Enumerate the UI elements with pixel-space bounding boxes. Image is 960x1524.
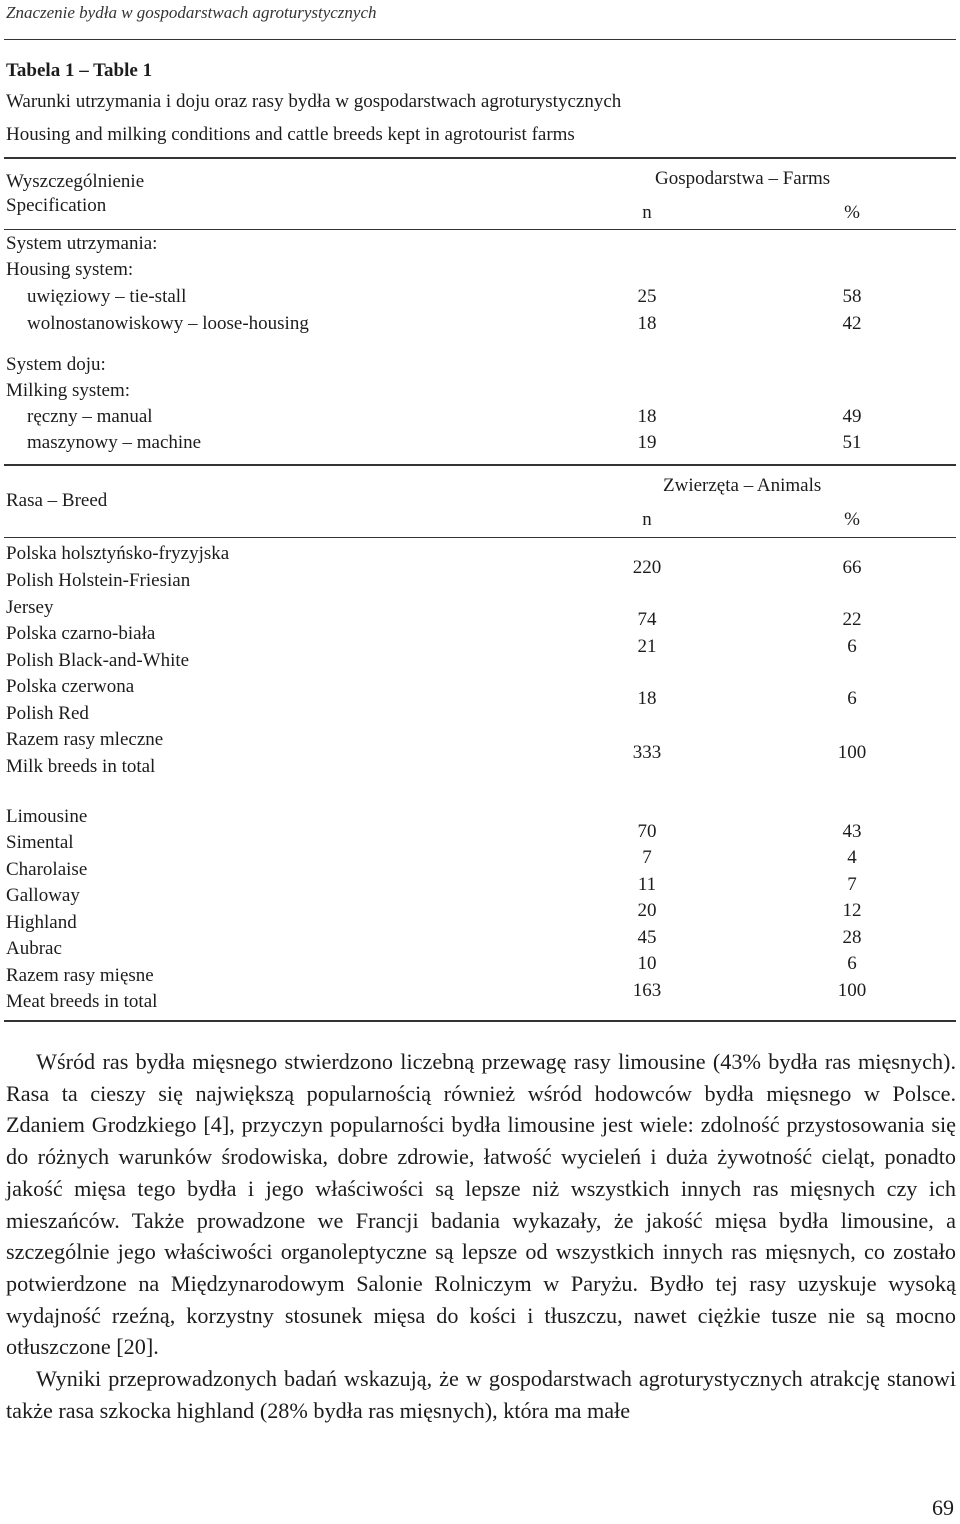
page-number: 69 <box>932 1495 954 1520</box>
breed-label-line: Polish Black-and-White <box>6 650 190 671</box>
milk-value-pct: 22 <box>842 609 862 630</box>
paragraph: Wśród ras bydła mięsnego stwierdzono liczebną przewagę rasy limousine (43% bydła ras mięsnych). Rasa ta cieszy się największą popularnością również wśród hodowców bydła mięsnego w Polsce. Zdaniem Grodzkiego [4], przyczyn popularności bydła limousine jest wiele: zdolność przystosowania się do różnych warunków środowiska, dobre zdrowie, łatwość wycieleń i duża żywotność cieląt, ponadto jakość mięsa tego bydła i jego właściwości są lepsze niż wszystkich innych ras mięsnych czy ich mieszańców. Także prowadzone we Francji badania wykazały, że jakość mięsa bydła limousine, a szczególnie jego właściwości organoleptyczne są lepsze od wszystkich innych ras mięsnych, co zostało potwierdzone na Międzynarodowym Salonie Rolniczym w Paryżu. Bydło tej rasy uzyskuje wysoką wydajność rzeźną, korzystny stosunek mięsa do kości i tłuszczu, nawet ciężkie tusze nie są mocno otłuszczone [20]. <box>6 1049 956 1360</box>
meat-value-pct: 28 <box>842 927 862 948</box>
body-text <box>6 1046 956 1426</box>
breed-label-line: Highland <box>6 912 77 933</box>
meat-value-n: 7 <box>642 847 652 868</box>
breed-label-line: Polska czerwona <box>6 676 135 697</box>
farms-header: Gospodarstwa – Farms <box>655 168 831 189</box>
running-header: Znaczenie bydła w gospodarstwach agroturystycznych <box>6 3 377 22</box>
meat-value-pct: 4 <box>847 847 857 868</box>
header-rule <box>4 39 956 40</box>
section-rule <box>4 464 956 466</box>
breed-label-line: Polish Red <box>6 703 89 724</box>
housing-row-pct: 42 <box>842 313 862 334</box>
housing-label-en: Housing system: <box>6 259 134 280</box>
housing-row-pct: 58 <box>842 286 862 307</box>
milk-value-n: 333 <box>632 742 662 763</box>
housing-row-n: 25 <box>637 286 657 307</box>
breed-label-line: Polska czarno-biała <box>6 623 156 644</box>
breed-label-line: Galloway <box>6 885 80 906</box>
header-bottom-rule <box>4 229 956 230</box>
breed-label-line: Meat breeds in total <box>6 991 158 1012</box>
table-label: Tabela 1 – Table 1 <box>6 60 153 81</box>
milking-row-label: maszynowy – machine <box>27 432 202 453</box>
meat-value-n: 10 <box>637 953 657 974</box>
farms-col-pct: % <box>844 202 860 223</box>
table-top-rule <box>4 157 956 159</box>
housing-row-n: 18 <box>637 313 657 334</box>
milk-value-pct: 66 <box>842 557 862 578</box>
milking-row-n: 18 <box>637 406 657 427</box>
spec-label-pl: Wyszczególnienie <box>6 171 145 192</box>
breed-label-line: Charolaise <box>6 859 88 880</box>
animals-col-n: n <box>642 509 652 530</box>
meat-value-pct: 6 <box>847 953 857 974</box>
milk-value-n: 74 <box>637 609 657 630</box>
breed-label-line: Aubrac <box>6 938 62 959</box>
breed-label-line: Razem rasy mięsne <box>6 965 154 986</box>
table-title-pl: Warunki utrzymania i doju oraz rasy bydła w gospodarstwach agroturystycznych <box>6 91 622 112</box>
table-bottom-rule <box>4 1020 956 1022</box>
breed-label-line: Limousine <box>6 806 88 827</box>
meat-value-pct: 12 <box>842 900 862 921</box>
housing-label-pl: System utrzymania: <box>6 233 158 254</box>
housing-row-label: uwięziowy – tie-stall <box>27 286 187 307</box>
breed-label-line: Polish Holstein-Friesian <box>6 570 191 591</box>
breed-header-rule <box>4 537 956 538</box>
breed-label-line: Milk breeds in total <box>6 756 156 777</box>
breed-label-line: Razem rasy mleczne <box>6 729 164 750</box>
meat-value-pct: 43 <box>842 821 862 842</box>
housing-row-label: wolnostanowiskowy – loose-housing <box>27 313 309 334</box>
milking-label-en: Milking system: <box>6 380 131 401</box>
meat-value-n: 70 <box>637 821 657 842</box>
milk-value-pct: 6 <box>847 688 857 709</box>
spec-label-en: Specification <box>6 195 107 216</box>
breed-label: Rasa – Breed <box>6 490 108 511</box>
breed-label-line: Polska holsztyńsko-fryzyjska <box>6 543 230 564</box>
milking-row-pct: 49 <box>842 406 862 427</box>
breed-label-line: Jersey <box>6 597 54 618</box>
meat-value-n: 20 <box>637 900 657 921</box>
table-title-en: Housing and milking conditions and cattle breeds kept in agrotourist farms <box>6 124 575 145</box>
milk-value-n: 18 <box>637 688 657 709</box>
meat-value-n: 163 <box>632 980 662 1001</box>
breed-label-line: Simental <box>6 832 74 853</box>
animals-col-pct: % <box>844 509 860 530</box>
milk-value-n: 220 <box>632 557 662 578</box>
milking-row-n: 19 <box>637 432 657 453</box>
meat-value-pct: 100 <box>837 980 867 1001</box>
farms-col-n: n <box>642 202 652 223</box>
milking-row-pct: 51 <box>842 432 862 453</box>
paragraph: Wyniki przeprowadzonych badań wskazują, że w gospodarstwach agroturystycznych atrakcję stanowi także rasa szkocka highland (28% bydła ras mięsnych), która ma małe <box>6 1366 956 1423</box>
milk-value-pct: 100 <box>837 742 867 763</box>
meat-value-n: 45 <box>637 927 657 948</box>
milk-value-n: 21 <box>637 636 657 657</box>
milking-row-label: ręczny – manual <box>27 406 153 427</box>
meat-value-pct: 7 <box>847 874 857 895</box>
meat-value-n: 11 <box>637 874 657 895</box>
milking-label-pl: System doju: <box>6 354 106 375</box>
animals-header: Zwierzęta – Animals <box>663 475 822 496</box>
milk-value-pct: 6 <box>847 636 857 657</box>
